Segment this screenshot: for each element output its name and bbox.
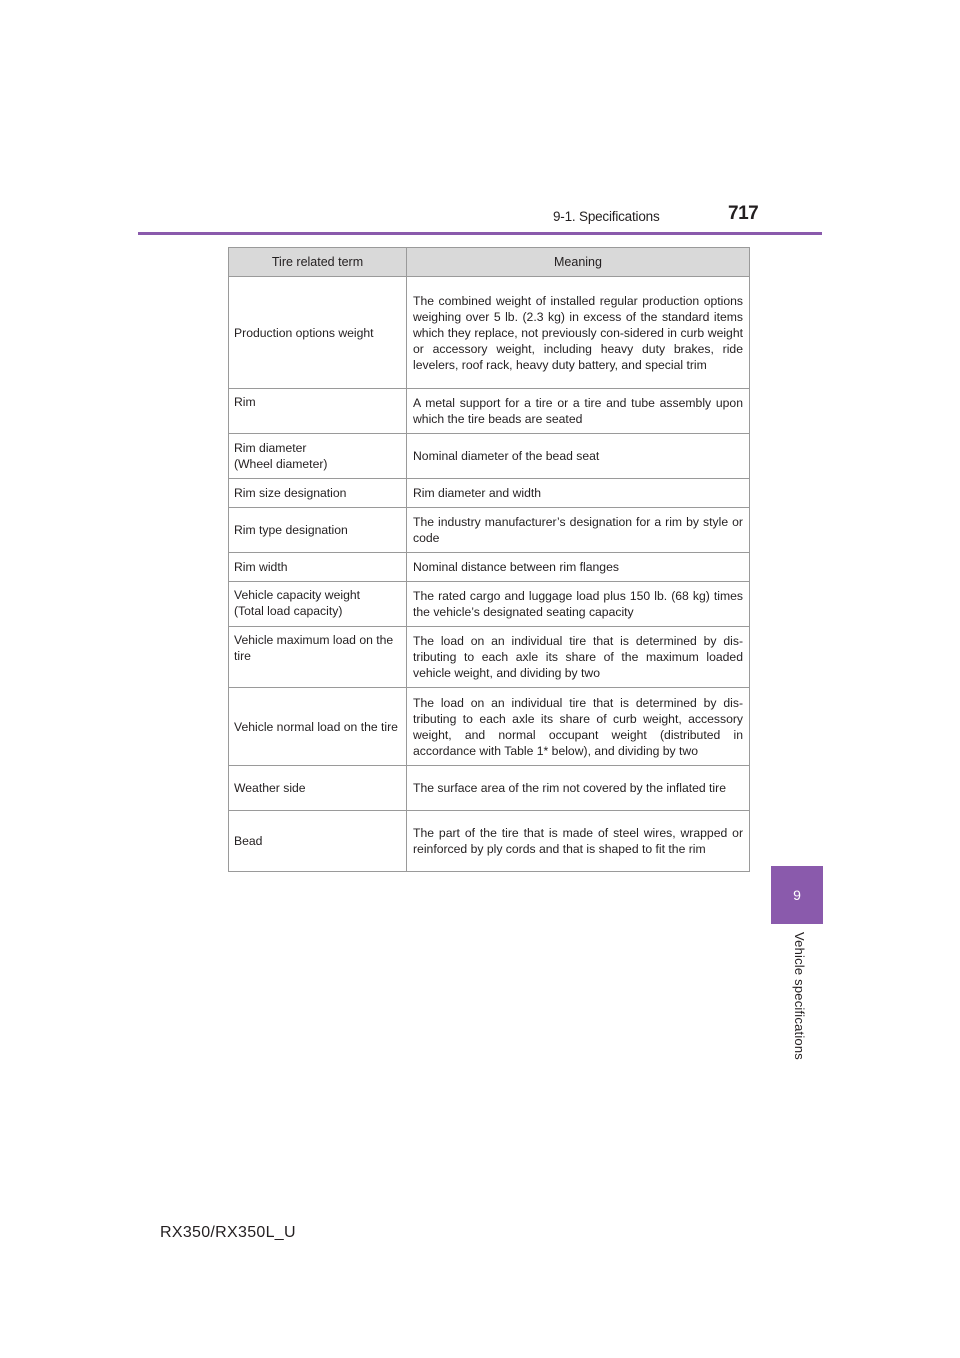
meaning-cell: Nominal diameter of the bead seat — [407, 434, 750, 479]
table-row — [229, 627, 750, 688]
column-header-meaning: Meaning — [407, 248, 750, 277]
page-number: 717 — [728, 203, 759, 224]
header-rule — [138, 232, 822, 235]
table-row — [229, 389, 750, 434]
table-header-row — [229, 248, 750, 277]
meaning-cell: The load on an individual tire that is determined by dis-tributing to each axle its share of curb weight, accessory weight, and normal occupant weight (distributed in accordance with Table 1* below), and dividing by two — [407, 688, 750, 766]
term-cell: Rim type designation — [229, 508, 407, 553]
chapter-title: Vehicle specifications — [792, 932, 807, 1060]
term-cell: Rim width — [229, 553, 407, 582]
table-row — [229, 811, 750, 872]
table-row — [229, 553, 750, 582]
meaning-cell: Rim diameter and width — [407, 479, 750, 508]
table-row — [229, 479, 750, 508]
meaning-cell: A metal support for a tire or a tire and tube assembly upon which the tire beads are seated — [407, 389, 750, 434]
meaning-cell: The part of the tire that is made of steel wires, wrapped or reinforced by ply cords and that is shaped to fit the rim — [407, 811, 750, 872]
table-row — [229, 434, 750, 479]
term-cell: Production options weight — [229, 277, 407, 389]
meaning-cell: Nominal distance between rim flanges — [407, 553, 750, 582]
term-cell: Weather side — [229, 766, 407, 811]
meaning-cell: The load on an individual tire that is determined by dis-tributing to each axle its share of the maximum loaded vehicle weight, and dividing by two — [407, 627, 750, 688]
chapter-number: 9 — [793, 887, 801, 903]
table-row — [229, 688, 750, 766]
table-row — [229, 766, 750, 811]
section-heading: 9-1. Specifications — [553, 209, 660, 224]
term-cell: Rim diameter (Wheel diameter) — [229, 434, 407, 479]
meaning-cell: The surface area of the rim not covered by the inflated tire — [407, 766, 750, 811]
term-cell: Bead — [229, 811, 407, 872]
table-row — [229, 508, 750, 553]
term-cell: Rim size designation — [229, 479, 407, 508]
meaning-cell: The combined weight of installed regular production options weighing over 5 lb. (2.3 kg) in excess of the standard items which they replace, not previously con-sidered in curb weight or accessory weight, including heavy duty brakes, ride levelers, roof rack, heavy duty battery, and special trim — [407, 277, 750, 389]
term-cell: Vehicle maximum load on the tire — [229, 627, 407, 688]
chapter-tab[interactable] — [771, 866, 823, 924]
term-cell: Vehicle capacity weight (Total load capacity) — [229, 582, 407, 627]
term-cell: Rim — [229, 389, 407, 434]
term-cell: Vehicle normal load on the tire — [229, 688, 407, 766]
table-row — [229, 582, 750, 627]
model-code: RX350/RX350L_U — [160, 1224, 296, 1241]
table-row — [229, 277, 750, 389]
column-header-term: Tire related term — [229, 248, 407, 277]
meaning-cell: The industry manufacturer’s designation for a rim by style or code — [407, 508, 750, 553]
tire-terms-table — [228, 247, 750, 872]
meaning-cell: The rated cargo and luggage load plus 150 lb. (68 kg) times the vehicle’s designated seating capacity — [407, 582, 750, 627]
